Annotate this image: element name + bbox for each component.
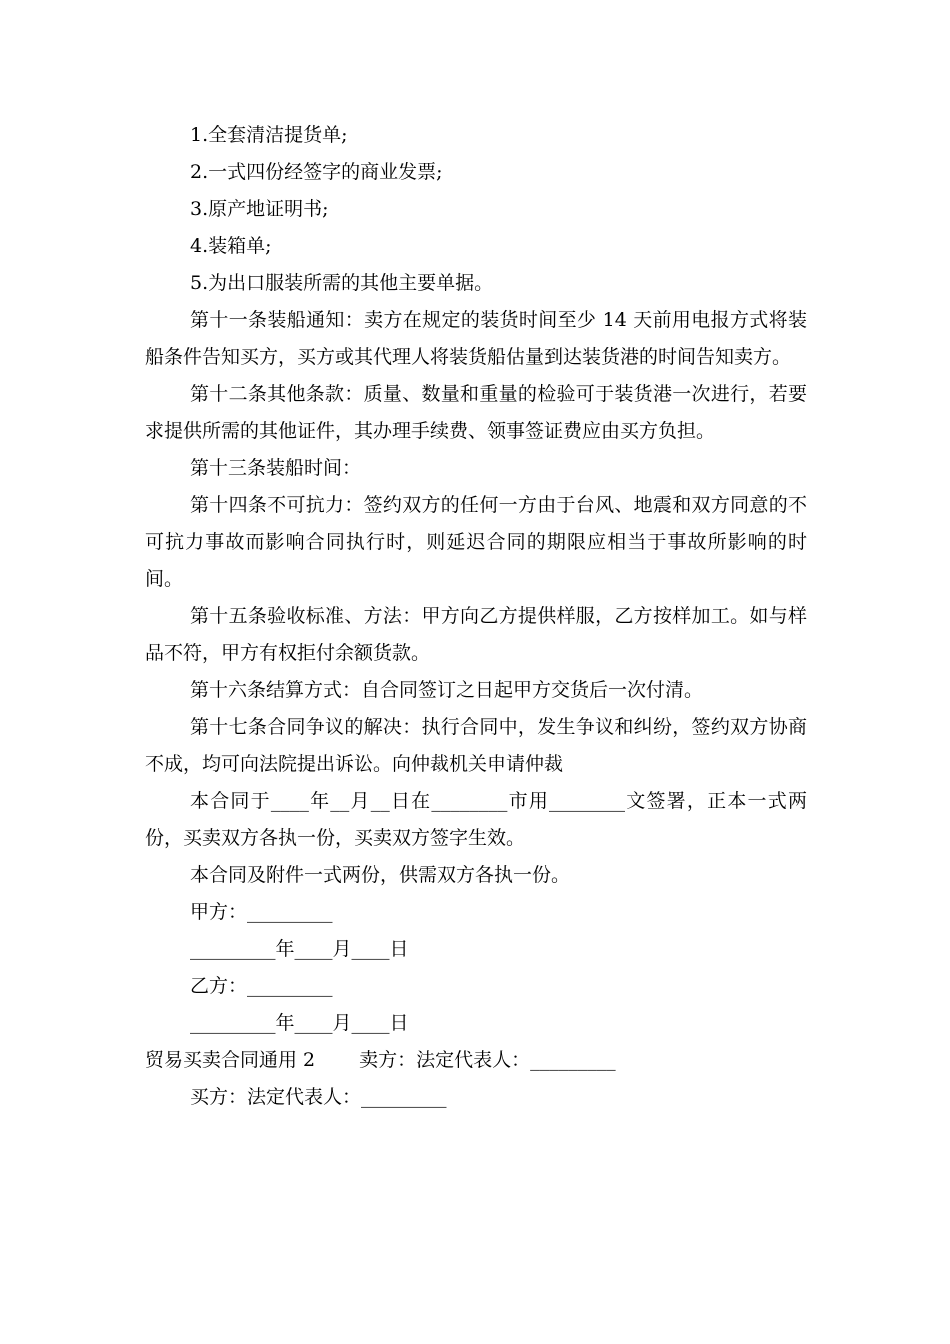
contract-signing-statement: 本合同于____年__月__日在________市用________文签署，正本一式两份，买卖双方各执一份，买卖双方签字生效。 [145,790,807,849]
clause-16-settlement: 第十六条结算方式：自合同签订之日起甲方交货后一次付清。 [190,679,704,701]
doc-paragraph: 4.装箱单; [190,235,272,257]
clause-12-other-terms: 第十二条其他条款：质量、数量和重量的检验可于装货港一次进行，若要求提供所需的其他证件，其办理手续费、领事签证费应由买方负担。 [145,383,807,442]
party-a-date-line: _________年____月____日 [190,938,409,960]
copies-statement: 本合同及附件一式两份，供需双方各执一份。 [190,864,571,886]
doc-paragraph: 1.全套清洁提货单; [190,124,348,146]
clause-11-shipping-notice: 第十一条装船通知：卖方在规定的装货时间至少 14 天前用电报方式将装船条件告知买方，买方或其代理人将装货船估量到达装货港的时间告知卖方。 [145,309,807,368]
party-b-date-line: _________年____月____日 [190,1012,409,1034]
clause-13-shipping-time: 第十三条装船时间： [190,457,362,479]
heading-line [145,1042,807,1079]
contract-title: 贸易买卖合同通用 2 [145,1049,316,1071]
clause-14-force-majeure: 第十四条不可抗力：签约双方的任何一方由于台风、地震和双方同意的不可抗力事故而影响合同执行时，则延迟合同的期限应相当于事故所影响的时间。 [145,494,807,590]
document-body [145,117,807,1116]
doc-paragraph: 2.一式四份经签字的商业发票; [190,161,443,183]
clause-15-acceptance: 第十五条验收标准、方法：甲方向乙方提供样服，乙方按样加工。如与样品不符，甲方有权拒付余额货款。 [145,605,807,664]
clause-17-disputes: 第十七条合同争议的解决：执行合同中，发生争议和纠纷，签约双方协商不成，均可向法院提出诉讼。向仲裁机关申请仲裁 [145,716,807,775]
doc-paragraph: 5.为出口服装所需的其他主要单据。 [190,272,494,294]
party-a-line: 甲方：_________ [190,901,333,923]
party-b-line: 乙方：_________ [190,975,333,997]
doc-paragraph: 3.原产地证明书; [190,198,329,220]
seller-representative-line: 卖方：法定代表人：_________ [359,1049,616,1071]
buyer-representative-line: 买方：法定代表人：_________ [190,1086,447,1108]
